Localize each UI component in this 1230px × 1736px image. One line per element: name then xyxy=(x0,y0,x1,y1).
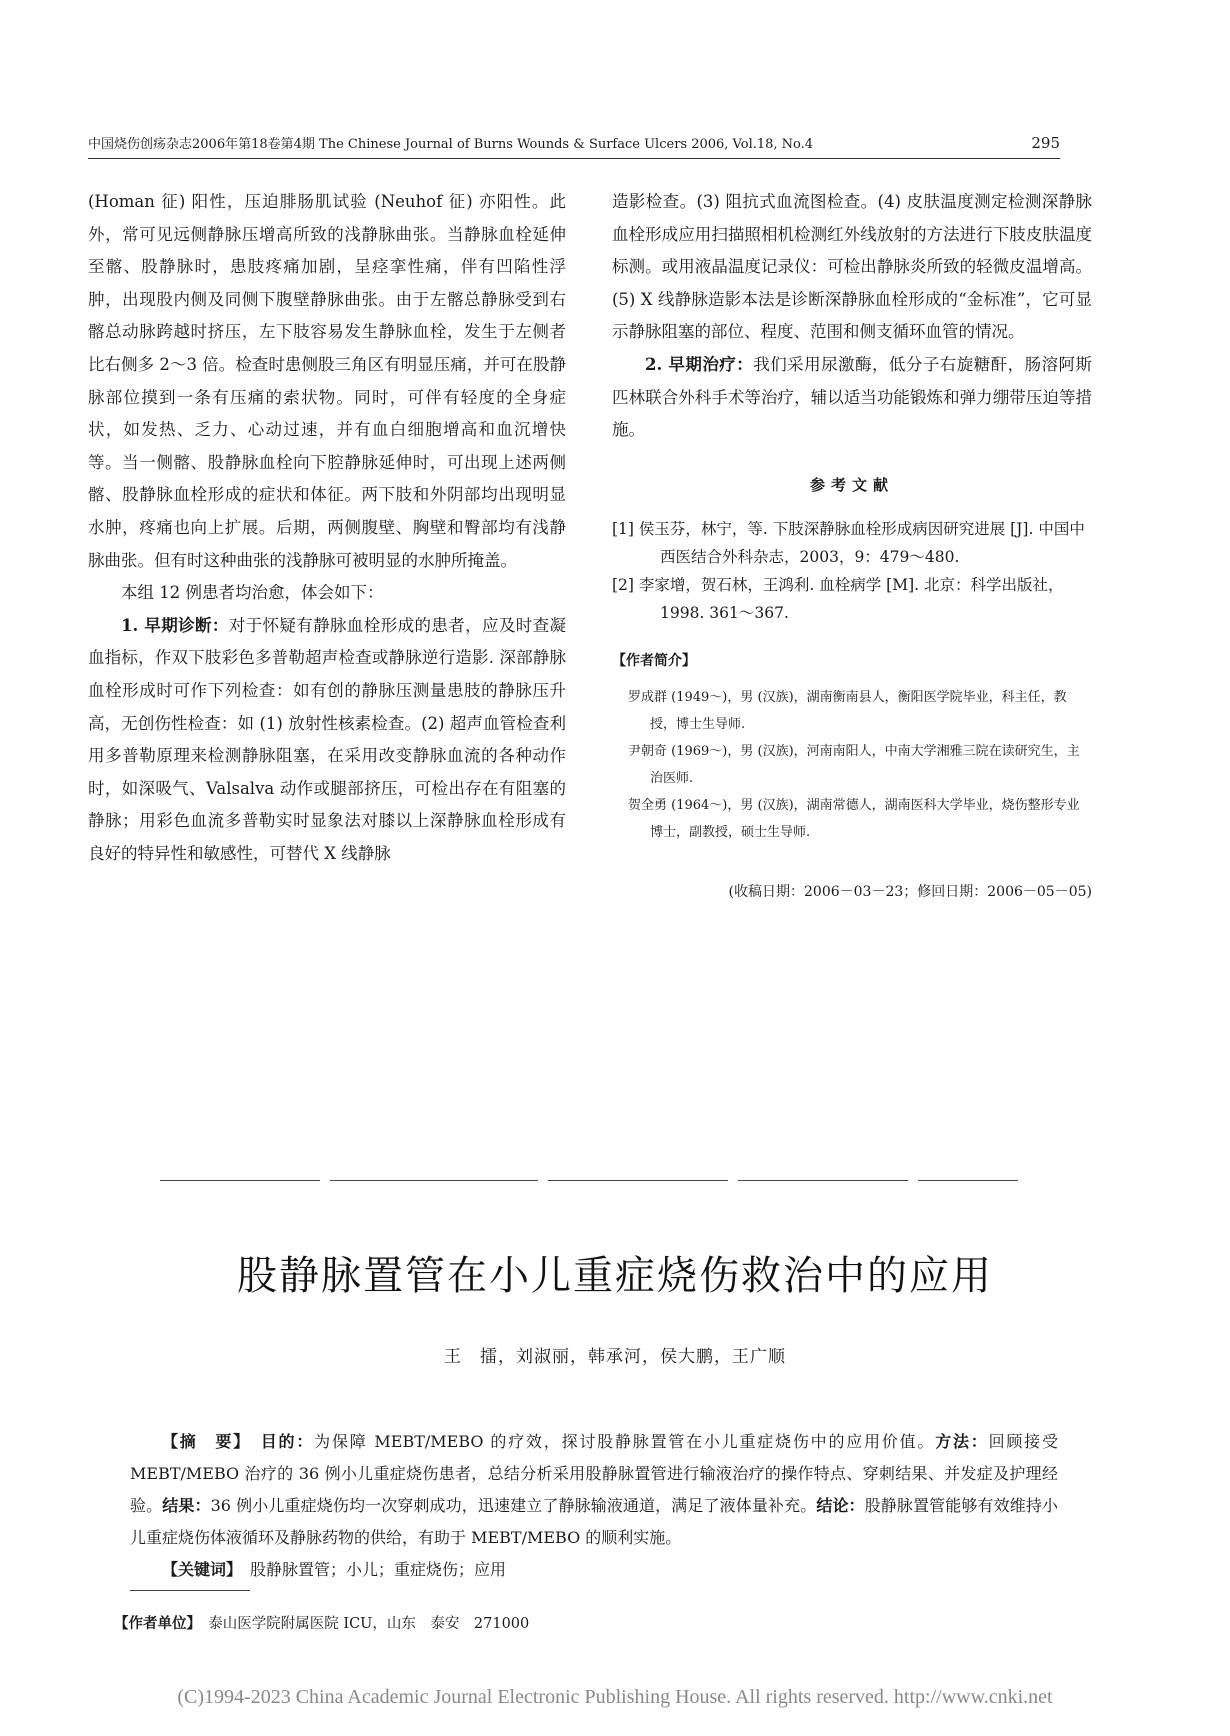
separator-rule xyxy=(918,1180,1018,1181)
received-dates: (收稿日期：2006－03－23；修回日期：2006－05－05) xyxy=(728,883,1092,900)
results-text: 36 例小儿重症烧伤均一次穿刺成功，迅速建立了静脉输液通道，满足了液体量补充。 xyxy=(210,1496,817,1515)
objective-text: 为保障 MEBT/MEBO 的疗效，探讨股静脉置管在小儿重症烧伤中的应用价值。 xyxy=(314,1432,936,1451)
abstract-paragraph xyxy=(130,1426,1058,1554)
affiliation-label: 【作者单位】 xyxy=(114,1615,194,1632)
affiliation xyxy=(114,1612,529,1633)
left-paragraph-2: 本组 12 例患者均治愈，体会如下： xyxy=(121,583,384,603)
reference-item: [1] 侯玉芬，林宁，等. 下肢深静脉血栓形成病因研究进展 [J]. 中国中西医结合外科杂志，2003，9：479～480. xyxy=(612,520,1085,567)
keywords-label: 【关键词】 xyxy=(162,1560,235,1579)
right-paragraph-1: 造影检查。(3) 阻抗式血流图检查。(4) 皮肤温度测定检测深静脉血栓形成应用扫描照相机检测红外线放射的方法进行下肢皮肤温度标测。或用液晶温度记录仪：可检出静脉炎所致的轻微皮温增高。(5) X 线静脉造影本法是诊断深静脉血栓形成的“金标准”，它可显示静脉阻塞的部位、程度、范围和侧支循环血管的情况。 xyxy=(612,192,1092,342)
early-diagnosis-text: 对于怀疑有静脉血栓形成的患者，应及时查凝血指标，作双下肢彩色多普勒超声检查或静脉逆行造影. 深部静脉血栓形成时可作下列检查：如有创的静脉压测量患肢的静脉压升高，无创伤性检查：如 (1) 放射性核素检查。(2) 超声血管检查利用多普勒原理来检测静脉阻塞，在采用改变静脉血流的各种动作时，如深吸气、Valsalva 动作或腿部挤压，可检出存在有阻塞的静脉；用彩色血流多普勒实时显象法对膝以上深静脉血栓形成有良好的特异性和敏感性，可替代 X 线静脉 xyxy=(88,615,566,863)
running-head-text: 中国烧伤创疡杂志2006年第18卷第4期 The Chinese Journal of Burns Wounds & Surface Ulcers 2006, Vol.18, No.4 xyxy=(88,137,814,152)
conclusion-text: 股静脉置管能够有效维持小儿重症烧伤体液循环及静脉药物的供给，有助于 MEBT/MEBO 的顺利实施。 xyxy=(130,1496,1058,1547)
author-intro-heading: 【作者简介】 xyxy=(612,653,696,670)
author-intro-item: 贺全勇 (1964～)，男 (汉族)，湖南常德人，湖南医科大学毕业，烧伤整形专业博士，副教授，硕士生导师. xyxy=(628,797,1080,840)
abstract xyxy=(130,1426,1058,1554)
article-title: 股静脉置管在小儿重症烧伤救治中的应用 xyxy=(237,1253,993,1299)
right-column xyxy=(612,186,1092,909)
methods-text: 回顾接受 MEBT/MEBO 治疗的 36 例小儿重症烧伤患者，总结分析采用股静脉置管进行输液治疗的操作特点、穿刺结果、并发症及护理经验。 xyxy=(130,1432,1058,1515)
article-authors: 王 擂，刘淑丽，韩承河，侯大鹏，王广顺 xyxy=(444,1347,786,1367)
header-rule xyxy=(88,158,1060,159)
keywords xyxy=(162,1556,506,1584)
author-intro-item: 尹朝奇 (1969～)，男 (汉族)，河南南阳人，中南大学湘雅三院在读研究生，主治医师. xyxy=(628,743,1080,786)
left-paragraph-1: (Homan 征) 阳性，压迫腓肠肌试验 (Neuhof 征) 亦阳性。此外，常可见远侧静脉压增高所致的浅静脉曲张。当静脉血栓延伸至髂、股静脉时，患肢疼痛加剧，呈痉挛性痛，伴有凹陷性浮肿，出现股内侧及同侧下腹壁静脉曲张。由于左髂总静脉受到右髂总动脉跨越时挤压，左下肢容易发生静脉血栓，发生于左侧者比右侧多 2～3 倍。检查时患侧股三角区有明显压痛，并可在股静脉部位摸到一条有压痛的索状物。同时，可伴有轻度的全身症状，如发热、乏力、心动过速，并有血白细胞增高和血沉增快等。当一侧髂、股静脉血栓向下腔静脉延伸时，可出现上述两侧髂、股静脉血栓形成的症状和体征。两下肢和外阴部均出现明显水肿，疼痛也向上扩展。后期，两侧腹壁、胸壁和臀部均有浅静脉曲张。但有时这种曲张的浅静脉可被明显的水肿所掩盖。 xyxy=(88,192,566,570)
early-treatment-label: 2. 早期治疗： xyxy=(645,354,754,374)
affiliation-text: 泰山医学院附属医院 ICU，山东 泰安 271000 xyxy=(208,1616,530,1632)
separator-rule xyxy=(330,1180,538,1181)
methods-label: 方法： xyxy=(935,1432,989,1451)
early-treatment-text: 我们采用尿激酶，低分子右旋糖酐，肠溶阿斯匹林联合外科手术等治疗，辅以适当功能锻炼和弹力绷带压迫等措施。 xyxy=(612,354,1092,440)
conclusion-label: 结论： xyxy=(816,1496,865,1515)
separator-rule xyxy=(160,1180,320,1181)
left-paragraph-3 xyxy=(88,610,566,871)
author-intro-item: 罗成群 (1949～)，男 (汉族)，湖南衡南县人，衡阳医学院毕业，科主任，教授，博士生导师. xyxy=(628,689,1067,732)
references-heading: 参考文献 xyxy=(809,475,894,494)
abstract-label: 【摘 要】 xyxy=(162,1432,243,1451)
early-diagnosis-label: 1. 早期诊断： xyxy=(121,615,229,635)
objective-label: 目的： xyxy=(260,1432,315,1451)
right-paragraph-2 xyxy=(612,349,1092,447)
results-label: 结果： xyxy=(162,1496,211,1515)
keywords-rule xyxy=(130,1590,250,1591)
separator-rule xyxy=(548,1180,728,1181)
reference-item: [2] 李家增，贺石林，王鸿利. 血栓病学 [M]. 北京：科学出版社，1998. 361～367. xyxy=(612,576,1064,623)
left-column xyxy=(88,186,566,870)
page-number: 295 xyxy=(1031,134,1060,152)
copyright-footer: (C)1994-2023 China Academic Journal Electronic Publishing House. All rights reserved. http://www.cnki.net xyxy=(177,1686,1053,1708)
keywords-text: 股静脉置管；小儿；重症烧伤；应用 xyxy=(250,1560,507,1579)
separator-rule xyxy=(738,1180,908,1181)
